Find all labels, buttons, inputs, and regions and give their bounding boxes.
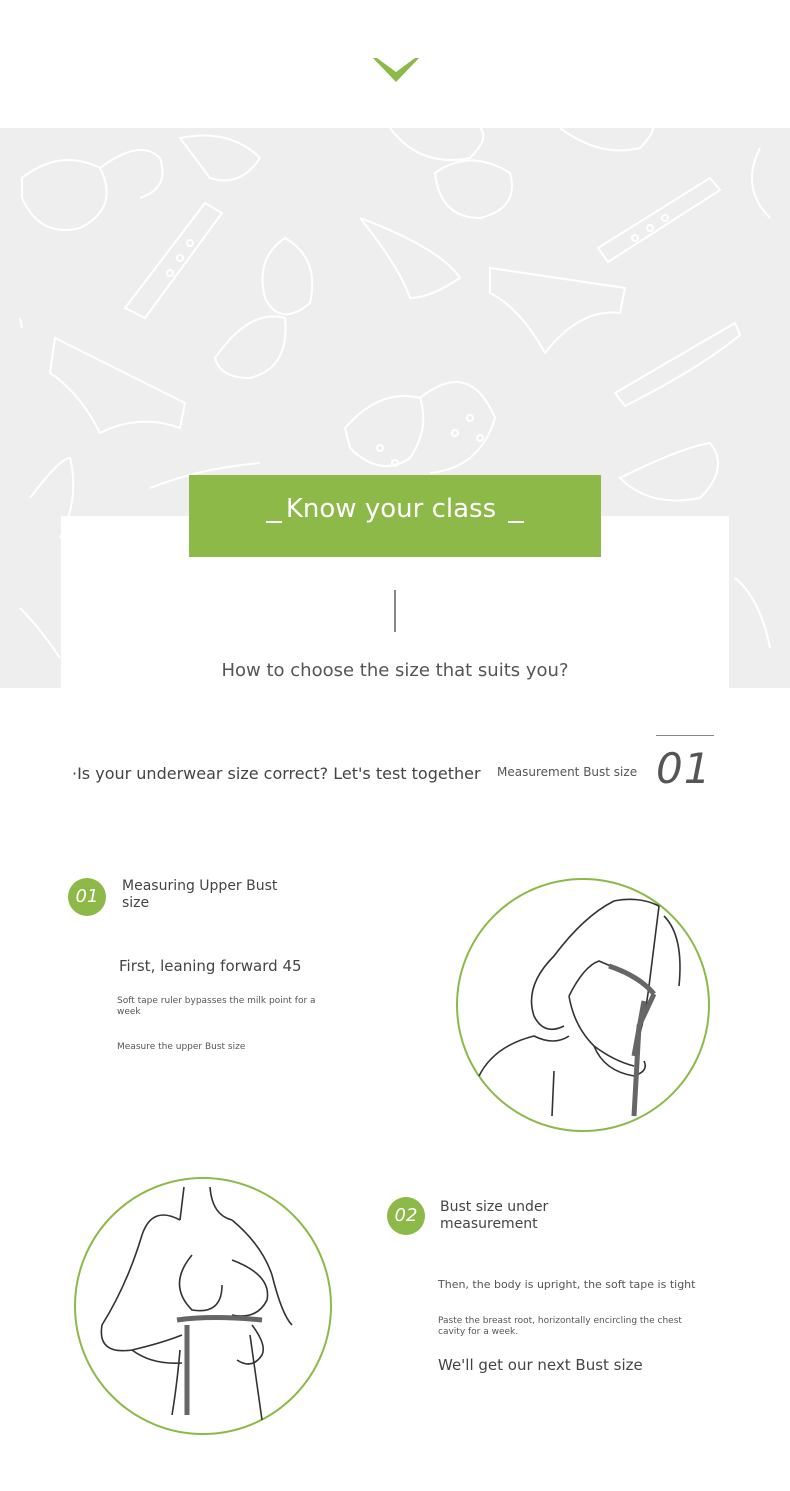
step-lead-2: Then, the body is upright, the soft tape is tight: [438, 1278, 696, 1291]
step-lead-1: First, leaning forward 45: [119, 957, 302, 975]
step-note-2a: Paste the breast root, horizontally encircling the chest cavity for a week.: [438, 1316, 682, 1337]
banner-dash-left: [266, 521, 282, 523]
step-badge-2: 02: [387, 1197, 425, 1235]
divider-line: [394, 590, 396, 632]
section-number: 01: [656, 744, 712, 793]
step-title-1: Measuring Upper Bust size: [122, 878, 278, 911]
upper-bust-illustration: [454, 876, 712, 1134]
section-banner: [189, 475, 601, 557]
intro-subtitle: How to choose the size that suits you?: [221, 660, 569, 681]
chevron-down-icon: [373, 56, 419, 86]
banner-dash-right: [508, 521, 524, 523]
test-question: ·Is your underwear size correct? Let's test together: [72, 764, 481, 783]
step-note-1b: Measure the upper Bust size: [117, 1042, 246, 1052]
measurement-label: Measurement Bust size: [497, 765, 638, 779]
banner-title: Know your class: [285, 494, 497, 524]
number-rule: [656, 735, 714, 736]
step-note-2b: We'll get our next Bust size: [438, 1356, 643, 1374]
step-title-2: Bust size under measurement: [440, 1199, 549, 1232]
under-bust-illustration: [72, 1175, 334, 1437]
step-badge-1: 01: [68, 878, 106, 916]
step-note-1a: Soft tape ruler bypasses the milk point for a week: [117, 996, 316, 1017]
